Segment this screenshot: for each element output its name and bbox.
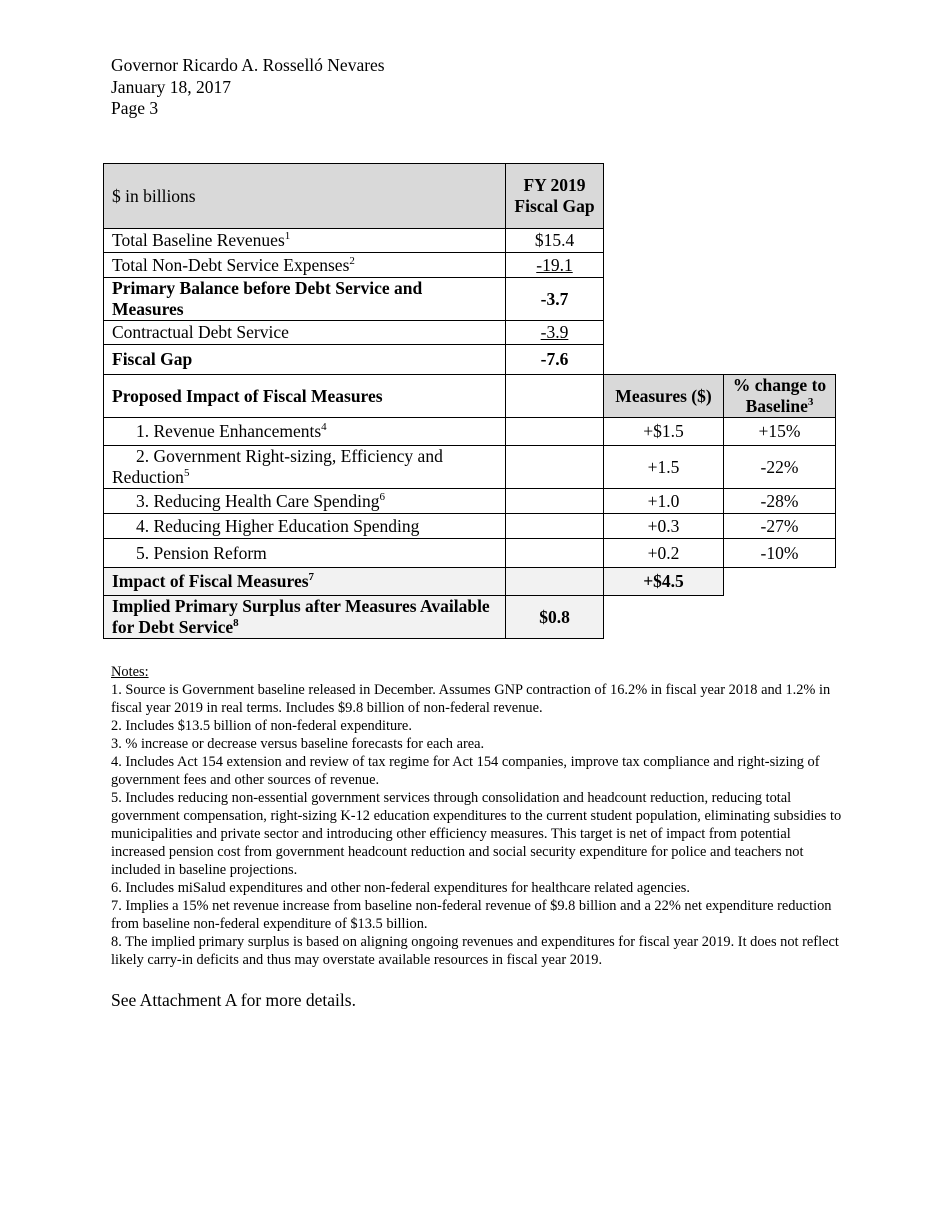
row-label: 1. Revenue Enhancements$^4$ bbox=[104, 418, 506, 446]
table-row bbox=[104, 514, 836, 539]
page-number: Page 3 bbox=[111, 98, 159, 119]
table-row bbox=[104, 345, 836, 375]
letter-date: January 18, 2017 bbox=[111, 76, 232, 97]
measures-value: +0.3 bbox=[604, 514, 724, 539]
row-label: Total Baseline Revenues$^1$ bbox=[104, 229, 506, 253]
note-item: 2. Includes $13.5 billion of non-federal expenditure. bbox=[111, 718, 412, 734]
table-row bbox=[104, 539, 836, 568]
notes-section bbox=[111, 663, 846, 969]
letter-header bbox=[111, 55, 385, 120]
pct-value: -27% bbox=[724, 514, 836, 539]
table-row bbox=[104, 229, 836, 253]
fy-value: -7.6 bbox=[506, 345, 604, 375]
note-item: 8. The implied primary surplus is based on aligning ongoing revenues and expenditures for fiscal year 2019. It does not reflect likely carry-in deficits and thus may overstate available resources in fiscal year 2019. bbox=[111, 934, 839, 968]
row-label: Total Non-Debt Service Expenses$^2$ bbox=[104, 253, 506, 278]
row-label: Fiscal Gap bbox=[104, 345, 506, 375]
fy-value: -19.1 bbox=[506, 253, 604, 278]
row-label: 2. Government Right-sizing, Efficiency and Reduction$^5$ bbox=[104, 446, 506, 489]
fy-value: $0.8 bbox=[506, 596, 604, 639]
note-item: 1. Source is Government baseline released in December. Assumes GNP contraction of 16.2% in fiscal year 2018 and 1.2% in fiscal year 2019 in real terms. Includes $9.8 billion of non-federal revenue. bbox=[111, 682, 831, 716]
row-label: Proposed Impact of Fiscal Measures bbox=[104, 375, 506, 418]
measures-column-header: Measures ($) bbox=[604, 375, 724, 418]
notes-title: Notes: bbox=[111, 664, 149, 680]
table-row bbox=[104, 596, 836, 639]
pct-value: -10% bbox=[724, 539, 836, 568]
row-label: 5. Pension Reform bbox=[104, 539, 506, 568]
units-label: $ in billions bbox=[104, 164, 506, 229]
table-row bbox=[104, 418, 836, 446]
table-row bbox=[104, 446, 836, 489]
pct-change-column-header: % change to Baseline$^3$ bbox=[724, 375, 836, 418]
row-label: Implied Primary Surplus after Measures Available for Debt Service$^8$ bbox=[104, 596, 506, 639]
recipient-name: Governor Ricardo A. Rosselló Nevares bbox=[111, 55, 385, 75]
note-item: 3. % increase or decrease versus baseline forecasts for each area. bbox=[111, 736, 485, 752]
note-item: 4. Includes Act 154 extension and review of tax regime for Act 154 companies, improve tax compliance and right-sizing of government fees and other sources of revenue. bbox=[111, 754, 820, 788]
fy-value: -3.9 bbox=[506, 321, 604, 345]
pct-value: -28% bbox=[724, 489, 836, 514]
row-label: 3. Reducing Health Care Spending$^6$ bbox=[104, 489, 506, 514]
measures-value: +1.0 bbox=[604, 489, 724, 514]
measures-value: +$1.5 bbox=[604, 418, 724, 446]
table-row bbox=[104, 375, 836, 418]
measures-value: +1.5 bbox=[604, 446, 724, 489]
note-item: 6. Includes miSalud expenditures and other non-federal expenditures for healthcare related agencies. bbox=[111, 880, 690, 896]
fy-value: $15.4 bbox=[506, 229, 604, 253]
note-item: 5. Includes reducing non-essential government services through consolidation and headcount reduction, reducing total government compensation, right-sizing K-12 education expenditures to the current student population, eliminating subsidies to municipalities and private sector and introducing other efficiency measures. This target is net of impact from potential increased pension cost from government headcount reduction and social security expenditure for police and teachers not included in baseline projections. bbox=[111, 790, 842, 878]
closing-line: See Attachment A for more details. bbox=[111, 990, 356, 1010]
table-row bbox=[104, 568, 836, 596]
row-label: 4. Reducing Higher Education Spending bbox=[104, 514, 506, 539]
row-label: Impact of Fiscal Measures$^7$ bbox=[104, 568, 506, 596]
table-header-row bbox=[104, 164, 836, 229]
note-item: 7. Implies a 15% net revenue increase from baseline non-federal revenue of $9.8 billion and a 22% net expenditure reduction from baseline non-federal expenditure of $13.5 billion. bbox=[111, 898, 832, 932]
table-row bbox=[104, 253, 836, 278]
table-row bbox=[104, 321, 836, 345]
fy2019-column-header: FY 2019 Fiscal Gap bbox=[506, 164, 604, 229]
fy-value: -3.7 bbox=[506, 278, 604, 321]
table-row bbox=[104, 278, 836, 321]
pct-value: +15% bbox=[724, 418, 836, 446]
row-label: Contractual Debt Service bbox=[104, 321, 506, 345]
measures-value: +0.2 bbox=[604, 539, 724, 568]
measures-total: +$4.5 bbox=[604, 568, 724, 596]
pct-value: -22% bbox=[724, 446, 836, 489]
fiscal-gap-table bbox=[103, 163, 836, 639]
table-row bbox=[104, 489, 836, 514]
row-label: Primary Balance before Debt Service and Measures bbox=[104, 278, 506, 321]
